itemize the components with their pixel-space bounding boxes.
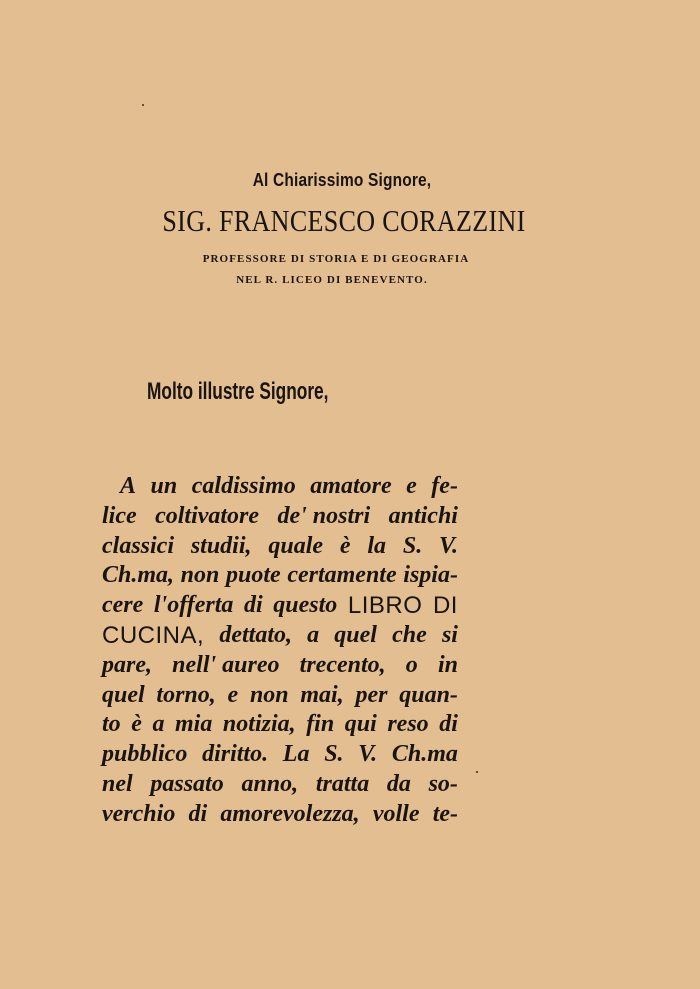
body-word: certamente xyxy=(287,562,397,589)
body-word: te- xyxy=(432,800,458,827)
body-word: torno, xyxy=(156,681,216,708)
body-word: di xyxy=(244,592,263,619)
body-line xyxy=(102,740,458,770)
body-word: coltivatore xyxy=(155,502,260,529)
body-word: ispia- xyxy=(403,562,458,589)
body-line xyxy=(102,472,458,502)
body-word: di xyxy=(188,800,208,827)
body-line xyxy=(102,561,458,591)
recipient-title-line-1: PROFESSORE DI STORIA E DI GEOGRAFIA xyxy=(202,253,470,265)
body-word: da xyxy=(386,770,411,797)
body-word: a xyxy=(152,711,165,738)
body-word: a xyxy=(307,621,320,648)
body-word: non xyxy=(249,681,289,708)
body-word: un xyxy=(150,473,178,499)
body-word: o xyxy=(405,651,418,678)
body-word: classici xyxy=(102,532,174,559)
body-word: V. xyxy=(439,532,458,559)
ink-speck xyxy=(142,104,144,106)
body-word: to xyxy=(102,711,121,738)
body-word: volle xyxy=(372,800,420,827)
body-word: amorevolezza, xyxy=(220,800,360,827)
body-word: reso xyxy=(387,711,429,738)
body-word: S. xyxy=(324,741,344,768)
body-word: so- xyxy=(428,770,458,797)
body-word: pubblico xyxy=(102,741,188,768)
body-word: puote xyxy=(226,562,281,589)
body-word: Ch.ma, xyxy=(102,562,175,589)
body-word: qui xyxy=(344,711,377,738)
dedication-salutation: Al Chiarissimo Signore, xyxy=(252,170,432,190)
body-word: e xyxy=(406,473,417,499)
body-line xyxy=(102,591,458,621)
body-word: Ch.ma xyxy=(391,741,458,768)
letter-opening: Molto illustre Signore, xyxy=(147,378,329,405)
body-word: trecento, xyxy=(299,651,386,678)
body-word: e xyxy=(227,681,239,708)
body-word: mai, xyxy=(300,681,344,708)
body-word: caldissimo xyxy=(191,473,296,499)
body-word: de' nostri xyxy=(277,502,371,529)
ink-speck xyxy=(476,771,478,773)
body-word: V. xyxy=(358,741,378,768)
body-line xyxy=(102,800,458,830)
body-word: per xyxy=(355,681,388,708)
body-line xyxy=(102,770,458,800)
body-word: anno, xyxy=(241,770,299,797)
body-word: si xyxy=(441,621,458,648)
body-word: mia xyxy=(175,711,213,738)
body-word: non xyxy=(180,562,220,589)
body-word: questo xyxy=(273,592,338,619)
body-word: passato xyxy=(150,770,224,797)
body-line xyxy=(102,681,458,711)
body-word: cere xyxy=(102,592,144,619)
body-word: nel xyxy=(102,770,133,797)
body-line xyxy=(102,621,458,651)
body-word: antichi xyxy=(388,502,458,529)
body-word: tratta xyxy=(315,770,370,797)
body-word: CUCINA, xyxy=(102,621,205,649)
body-word: DI xyxy=(432,592,458,620)
body-word: quale xyxy=(268,532,324,559)
body-word: quel xyxy=(102,681,145,708)
body-word: A xyxy=(120,473,137,499)
recipient-title-line-2: NEL R. LICEO DI BENEVENTO. xyxy=(236,274,428,286)
body-word: la xyxy=(367,532,387,559)
body-word: che xyxy=(392,621,427,648)
body-word: quel xyxy=(334,621,377,648)
body-word: S. xyxy=(402,532,423,559)
body-line xyxy=(102,710,458,740)
body-word: di xyxy=(439,711,458,738)
body-word: verchio xyxy=(102,800,176,827)
body-word: dettato, xyxy=(219,621,292,648)
body-word: è xyxy=(131,711,142,738)
body-word: fin xyxy=(306,711,335,738)
recipient-name: SIG. FRANCESCO CORAZZINI xyxy=(162,203,526,238)
body-word: fe- xyxy=(431,473,458,499)
body-word: è xyxy=(339,532,351,559)
body-word: diritto. xyxy=(202,741,269,768)
body-word: l'offerta xyxy=(153,592,234,619)
body-word: LIBRO xyxy=(347,592,423,620)
letter-body xyxy=(102,472,458,830)
body-word: lice xyxy=(102,502,137,529)
body-word: studii, xyxy=(190,532,252,559)
body-line xyxy=(102,532,458,562)
body-word: in xyxy=(437,651,458,678)
body-line xyxy=(102,502,458,532)
body-word: La xyxy=(282,741,310,768)
body-word: notizia, xyxy=(222,711,296,738)
body-word: pare, xyxy=(102,651,152,678)
body-word: nell' aureo xyxy=(172,651,280,678)
body-word: quan- xyxy=(399,681,458,708)
body-line xyxy=(102,651,458,681)
body-word: amatore xyxy=(310,473,392,499)
